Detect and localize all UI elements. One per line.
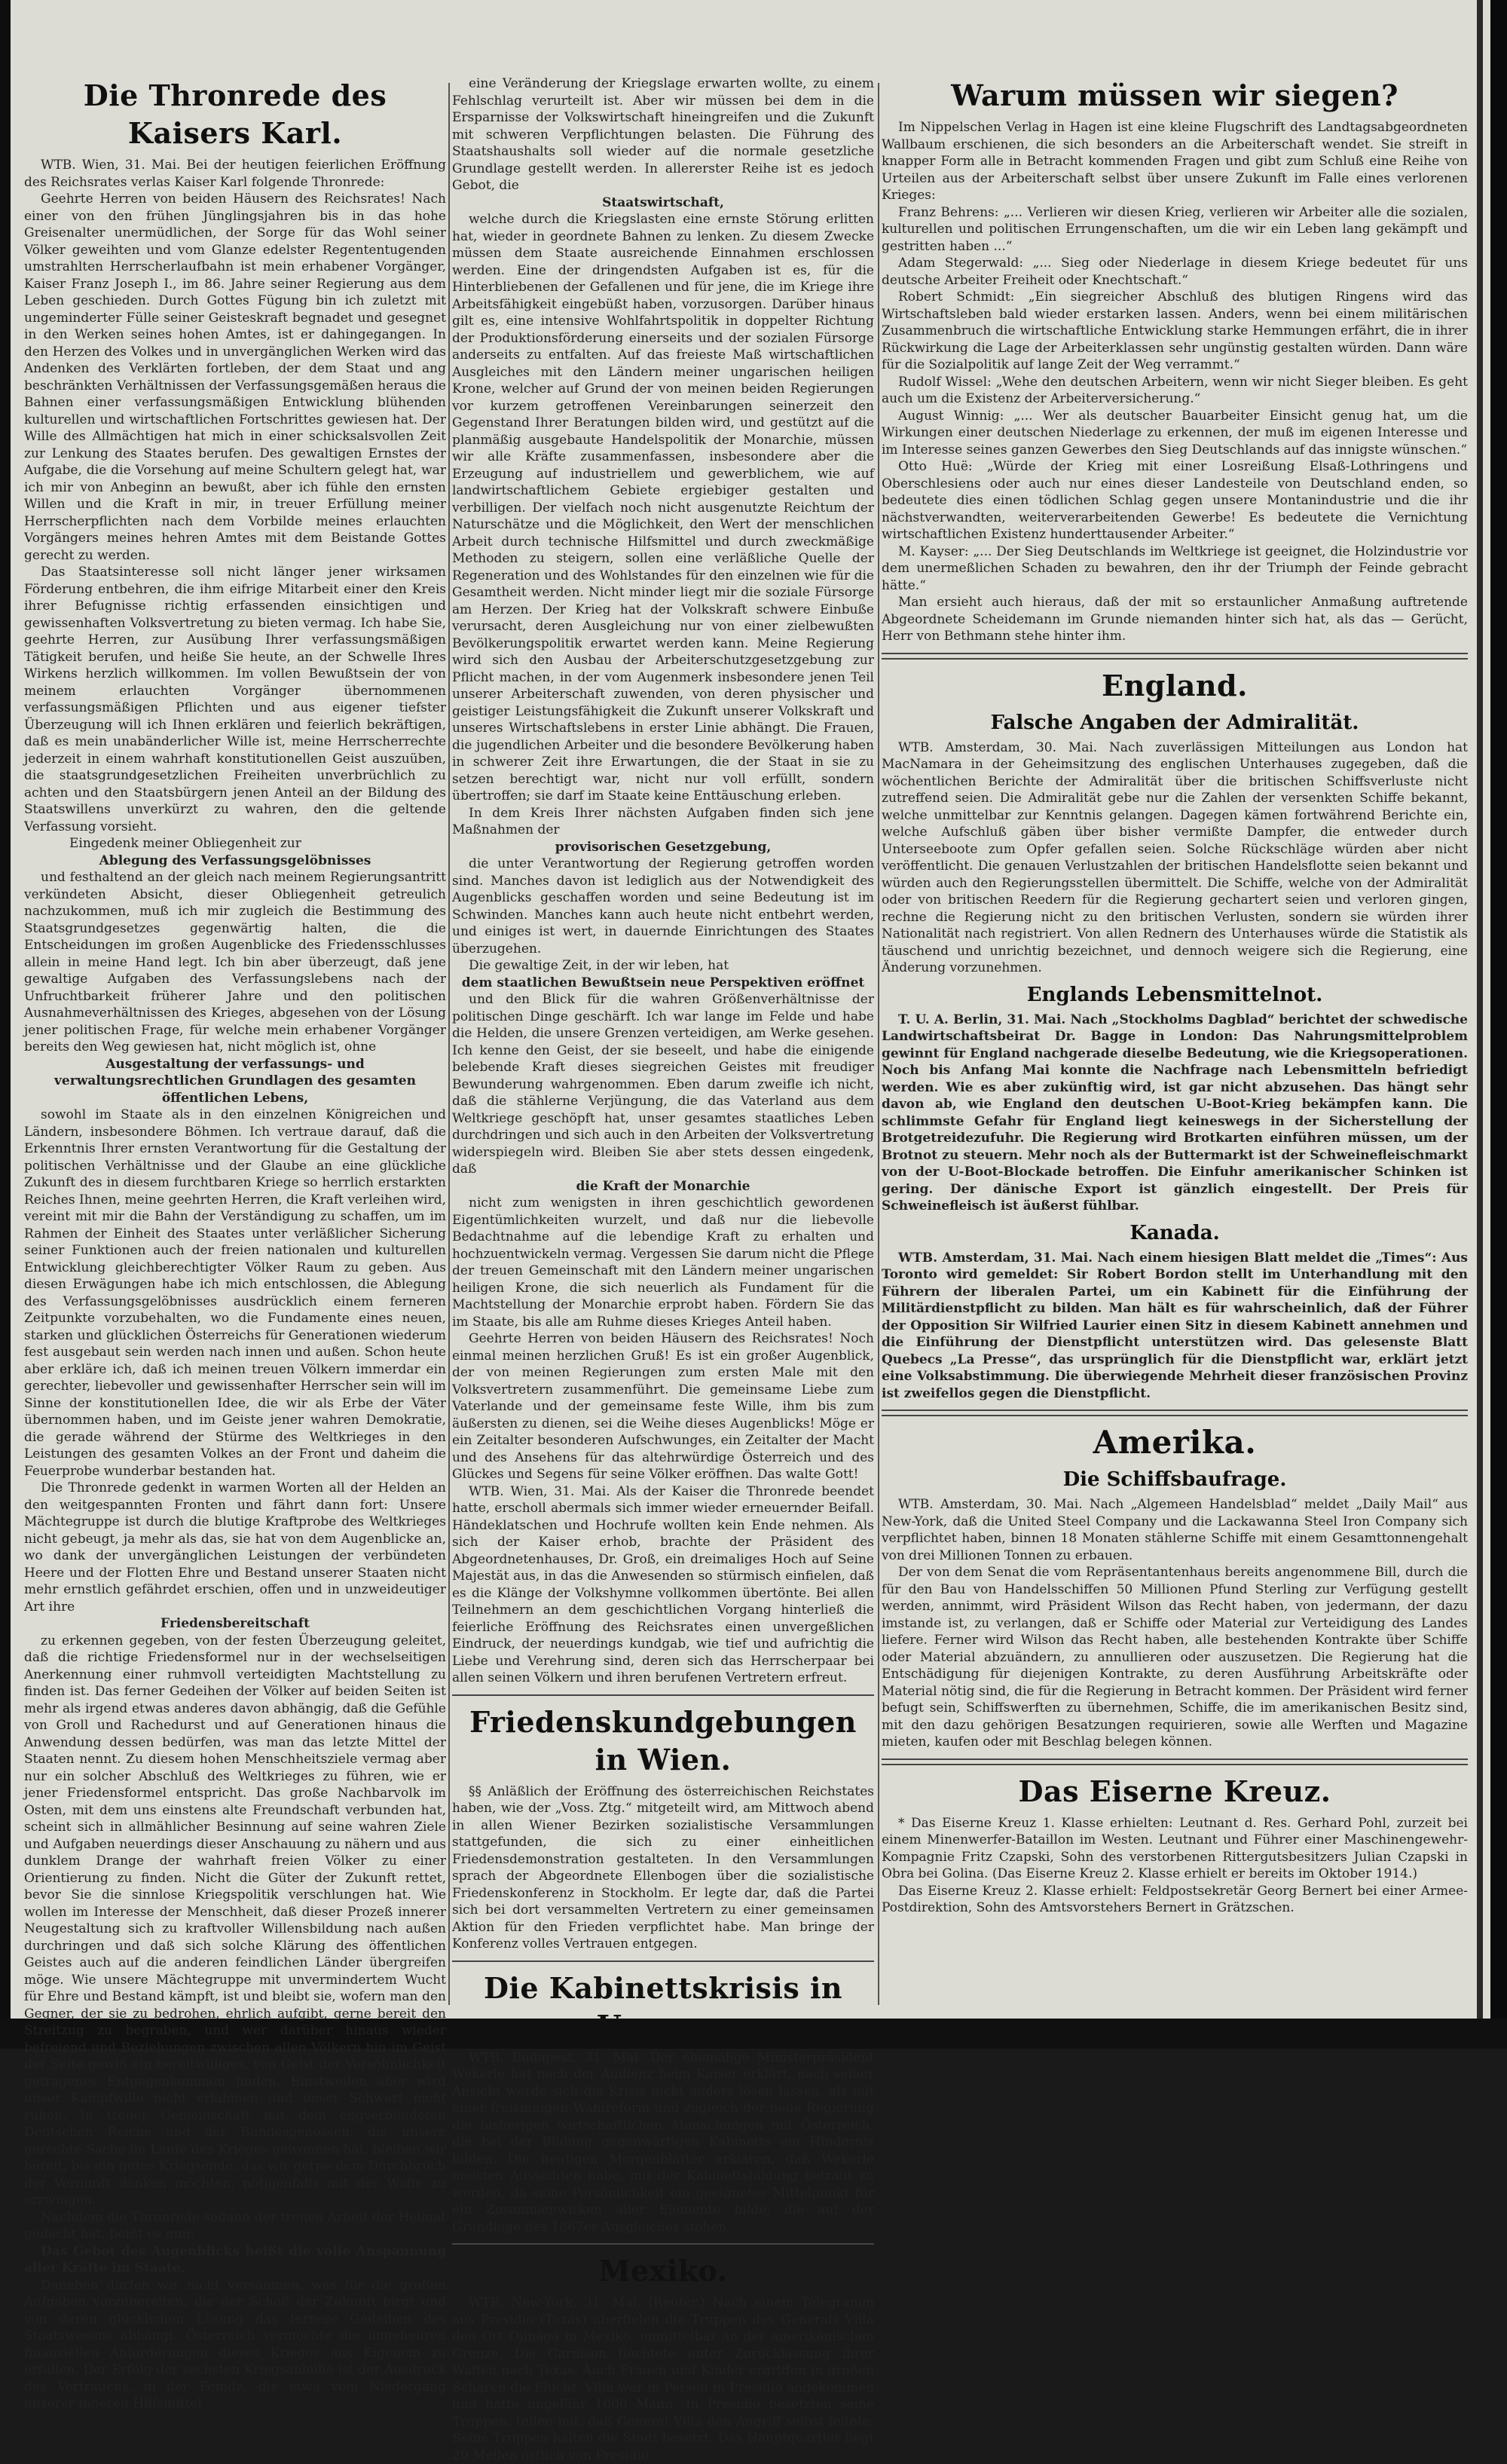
paragraph: Die gewaltige Zeit, in der wir leben, hat — [469, 958, 729, 973]
section-divider — [452, 1694, 874, 1696]
paragraph: eine Veränderung der Kriegslage erwarten wollte, zu einem Fehlschlag verurteilt ist. Aber wir müssen bei dem in die Ersparnisse der Volkswirtschaft hineingreifen und die Zukunft mit schweren Verpflichtungen belasten. Die Führung des Staatshaushalts soll wieder auf die normale gesetzliche Grundlage gestellt werden. In allererster Reihe ist es jedoch Gebot, die — [452, 76, 874, 193]
paragraph: WTB. Amsterdam, 30. Mai. Nach „Algemeen Handelsblad“ meldet „Daily Mail“ aus New-York, daß die United Steel Company und die Lackawanna Steel Iron Company sich verpflichtet haben, binnen 18 Monaten stählerne Schiffe mit einem Gesamttonnengehalt von drei Millionen Tonnen zu erbauen. — [882, 1497, 1468, 1563]
headline-warum-siegen: Warum müssen wir siegen? — [951, 78, 1398, 112]
quote-paragraph: Adam Stegerwald: „... Sieg oder Niederlage in diesem Kriege bedeutet für uns deutsche Arbeiter Freiheit oder Knechtschaft.“ — [882, 256, 1468, 288]
paragraph: WTB. Amsterdam, 30. Mai. Nach zuverlässigen Mitteilungen aus London hat MacNamara in der Geheimsitzung des englischen Unterhauses zugegeben, daß die wöchentlichen Berichte der Admiralität über die britischen Schiffsverluste nicht zutreffend seien. Die Admiralität gebe nur die Zahlen der versenkten Schiffe bekannt, welche unmittelbar zur Kenntnis gelangen. Dagegen kämen fortwährend Berichte ein, welche Aufschluß gäben über bisher vermißte Dampfer, die entweder durch Unterseeboote zum Opfer gefallen seien. Solche Rückschläge würden aber nicht veröffentlicht. Die genauen Verlustzahlen der britischen Handelsflotte seien bekannt und würden auch den Regierungsstellen übermittelt. Die Schiffe, welche von der Admiralität oder von britischen Reedern für die Regierung gechartert seien und verloren gingen, rechne die Regierung nicht zu den britischen Verlusten, sondern sie würden ihrer Nationalität nach registriert. Von allen Rednern des Unterhauses würde die Statistik als täuschend und unrichtig bezeichnet, und dennoch weigere sich die Regierung, eine Änderung vorzunehmen. — [882, 739, 1468, 975]
column-1 — [24, 75, 446, 2411]
quote-paragraph: Robert Schmidt: „Ein siegreicher Abschluß des blutigen Ringens wird das Wirtschaftsleben bald wieder erstarken lassen. Anders, wenn bei einem militärischen Zusammenbruch die wirtschaftliche Entwicklung starke Hemmungen erfährt, die in ihrer Rückwirkung die Lage der Arbeiterklassen sehr ungünstig gestalten würden. Dann wäre für die Sozialpolitik auf lange Zeit der Weg verrammt.“ — [882, 289, 1468, 372]
column-2 — [452, 75, 874, 2463]
inline-heading: die Kraft der Monarchie — [576, 1178, 750, 1194]
paragraph: Geehrte Herren von beiden Häusern des Reichsrates! Noch einmal meinen herzlichen Gruß! Es ist ein großer Augenblick, der von meinen Regierungen zum ersten Male mit den Volksvertretern zusammenführt. Die gemeinsame Liebe zum Vaterlande und der gemeinsame feste Wille, ihm bis zum äußersten zu dienen, sei die Weihe dieses Augenblicks! Möge er ein Zeitalter besonderen Aufschwunges, ein Zeitalter der Macht und des Ansehens für das altehrwürdige Österreich und des Glückes und Segens für seine Völker eröffnen. Das walte Gott! — [452, 1331, 874, 1482]
headline-thronrede: Die Thronrede des Kaisers Karl. — [83, 78, 387, 150]
inline-heading: Ablegung des Verfassungsgelöbnisses — [99, 852, 371, 868]
paragraph: WTB. Budapest, 31. Mai. Der ehemalige Ministerpräsident Wekerle hat nach der Audienz beim Kaiser erklärt, nach seiner Ansicht werde sich die Krisis nicht anders lösen lassen, als mit einer freisinnigen Wahlreform und zugleich der neue Regierung die bisherigen wirtschaftlichen Abmachungen mit Österreich, die bei der Bildung gegenwärtigen Kabinetts ein Hindernis bilden. Die heutigen Morgenblätter erklären, daß Wekerle meisten Aussichten habe, mit der Kabinettsbildung betraut zu werden, da seine Persönlichkeit ein geeignetes Mittelpunkt für ein Zusammenwirken aller Elemente bilde, die auf der Grundlage des 1867er Ausgleiches stehen. — [452, 2049, 874, 2235]
paragraph: Der von dem Senat die vom Repräsentantenhaus bereits angenommene Bill, durch die für den Bau von Handelsschiffen 50 Millionen Pfund Sterling zur Verfügung gestellt werden, annimmt, wird Präsident Wilson das Recht haben, von jedermann, der dazu imstande ist, zu verlangen, daß er Schiffe oder Material zur Verteidigung des Landes liefere. Ferner wird Wilson das Recht haben, alle bestehenden Kontrakte über Schiffe oder Material abzuändern, zu annullieren oder auszusetzen. Die Regierung hat die Entschädigung für diejenigen Kontrakte, zu deren Ausführung Arbeitskräfte oder Material nötig sind, die für die Regierung in Betracht kommen. Der Präsident wird ferner befugt sein, Schiffswerften zu übernehmen, Schiffe, die im amerikanischen Besitz sind, mit den dazu gehörigen Besatzungen requirieren, sowie alle Werften und Magazine mieten, kaufen oder mit Beschlag belegen können. — [882, 1565, 1468, 1749]
column-rule — [448, 83, 450, 2005]
subhead-admiralitaet: Falsche Angaben der Admiralität. — [990, 711, 1359, 734]
paragraph: welche durch die Kriegslasten eine ernste Störung erlitten hat, wieder in geordnete Bahnen zu lenken. Zu diesem Zwecke müssen dem Staate ausreichende Einnahmen erschlossen werden. Eine der dringendsten Aufgaben ist es, für die Hinterbliebenen der Gefallenen und für jene, die im Kriege ihre Arbeitsfähigkeit eingebüßt haben, vorzusorgen. Darüber hinaus gilt es, eine intensive Wohlfahrtspolitik in doppelter Richtung der Produktionsförderung einerseits und der sozialen Fürsorge anderseits zu entfalten. Auf das freieste Maß wirtschaftlichen Ausgleiches mit den Ländern meiner ungarischen heiligen Krone, welcher auf Grund der von meinen beiden Regierungen vor kurzem getroffenen Vereinbarungen seinerzeit den Gegenstand Ihrer Beratungen bilden wird, und gestützt auf die planmäßig ausgebaute Handelspolitik der Monarchie, müssen wir alle Kräfte zusammenfassen, insbesondere aber die Erzeugung auf industriellem und gewerblichem, wie auf landwirtschaftlichem Gebiete ergiebiger gestalten und verbilligen. Der vielfach noch nicht ausgenutzte Reichtum der Naturschätze und die Möglichkeit, den Wert der menschlichen Arbeit durch technische Hilfsmittel und durch zweckmäßige Methoden zu steigern, sollen eine verläßliche Quelle der Regeneration und des Wohlstandes für den einzelnen wie für die Gesamtheit werden. Nicht minder liegt mir die soziale Fürsorge am Herzen. Der Krieg hat der Volkskraft schwere Einbuße verursacht, deren Ausgleichung nur von einer zielbewußten Bevölkerungspolitik erwartet werden kann. Meine Regierung wird sich den Ausbau der Arbeiterschutzgesetzgebung zur Pflicht machen, in der vom Augenmerk insbesondere jenen Teil unserer Arbeiterschaft zuwenden, von deren physischer und geistiger Leistungsfähigkeit die Zukunft unserer Volkskraft und unseres Wirtschaftslebens in erster Linie abhängt. Die Frauen, die jugendlichen Arbeiter und die besondere Bevölkerung haben in schwerer Zeit ihre Erwartungen, die der Staat in sie zu setzen berechtigt war, nicht nur voll erfüllt, sondern übertroffen; sie darf im Staate keine Enttäuschung erleben. — [452, 212, 874, 803]
paragraph: Im Nippelschen Verlag in Hagen ist eine kleine Flugschrift des Landtagsabgeordneten Wallbaum erschienen, die sich besonders an die Arbeiterschaft wendet. Sie streift in knapper Form alle in Betracht kommenden Fragen und gibt zum Schluß eine Reihe von Urteilen aus der Arbeiterschaft selbst über unsere Zukunft im Falle eines verlorenen Krieges: — [882, 120, 1468, 203]
quote-paragraph: August Winnig: „... Wer als deutscher Bauarbeiter Einsicht genug hat, um die Wirkungen einer deutschen Niederlage zu erkennen, der muß im eigenen Interesse und im Interesse seines ganzen Gewerbes den Sieg Deutschlands auf das innigste wünschen.“ — [882, 408, 1468, 458]
scan-edge-left — [0, 0, 11, 2049]
section-divider — [882, 1758, 1468, 1765]
inline-heading: provisorischen Gesetzgebung, — [555, 839, 772, 855]
page-fold-shadow — [1477, 0, 1483, 2049]
paragraph: die unter Verantwortung der Regierung getroffen worden sind. Manches davon ist lediglich aus der Notwendigkeit des Augenblicks geschaffen worden und seine Bedeutung ist im Schwinden. Manches kann auch heute nicht entbehrt werden, und einiges ist wert, in dauernde Einrichtungen des Staates überzugehen. — [452, 856, 874, 957]
paragraph: §§ Anläßlich der Eröffnung des österreichischen Reichstates haben, wie der „Voss. Ztg.“ mitgeteilt wird, am Mittwoch abend in allen Wiener Bezirken sozialistische Versammlungen stattgefunden, die sich zu einer einheitlichen Friedensdemonstration gestalteten. In den Versammlungen sprach der Abgeordnete Ellenbogen über die sozialistische Friedenskonferenz in Stockholm. Er legte dar, daß die Partei sich bei dort versammelten Vertretern zu einer gemeinsamen Aktion für den Frieden verpflichtet habe. Man bringe der Konferenz volles Vertrauen entgegen. — [452, 1783, 874, 1951]
section-divider — [882, 653, 1468, 660]
paragraph: WTB. Wien, 31. Mai. Bei der heutigen feierlichen Eröffnung des Reichsrates verlas Kaiser Karl folgende Thronrede: — [24, 158, 446, 190]
paragraph: WTB. Amsterdam, 31. Mai. Nach einem hiesigen Blatt meldet die „Times“: Aus Toronto wird gemeldet: Sir Robert Bordon stellt im Unterhandlung mit den Führern der liberalen Partei, um ein Kabinett für die Einführung der Militärdienstpflicht zu bilden. Man hält es für wahrscheinlich, daß der Führer der Opposition Sir Wilfried Laurier einen Sitz in diesem Kabinett annehmen und die Einführung der Dienstpflicht unterstützen wird. Das gelesenste Blatt Quebecs „La Presse“, das ursprünglich für die Dienstpflicht war, erklärt jetzt eine Volksabstimmung. Die überwiegende Mehrheit dieser französischen Provinz ist zweifellos gegen die Dienstpflicht. — [882, 1250, 1468, 1401]
paragraph: * Das Eiserne Kreuz 1. Klasse erhielten: Leutnant d. Res. Gerhard Pohl, zurzeit bei einem Minenwerfer-Bataillon im Westen. Leutnant und Führer einer Maschinengewehr-Kompagnie Fritz Czapski, Sohn des verstorbenen Rittergutsbesitzers Julian Czapski in Obra bei Golina. (Das Eiserne Kreuz 2. Klasse erhielt er bereits im Oktober 1914.) — [882, 1815, 1468, 1881]
paragraph: Das Eiserne Kreuz 2. Klasse erhielt: Feldpostsekretär Georg Bernert bei einer Armee-Postdirektion, Sohn des Amtsvorstehers Bernert in Grätzschen. — [882, 1883, 1468, 1915]
paragraph: T. U. A. Berlin, 31. Mai. Nach „Stockholms Dagblad“ berichtet der schwedische Landwirtschaftsbeirat Dr. Bagge in London: Das Nahrungsmittelproblem gewinnt für England nachgerade dieselbe Bedeutung, wie die Kriegsoperationen. Noch bis Anfang Mai konnte die Nachfrage nach Lebensmitteln befriedigt werden. Wie es aber zukünftig wird, ist gar nicht abzusehen. Das hängt sehr davon ab, wie England den deutschen U-Boot-Krieg bekämpfen kann. Die schlimmste Gefahr für England liegt keineswegs in der Sicherstellung der Brotgetreidezufuhr. Die Regierung wird Brotkarten einführen müssen, um der Brotnot zu steuern. Mehr noch als der Buttermarkt ist der Schweinefleischmarkt von der U-Boot-Blockade betroffen. Die Einfuhr amerikanischer Schinken ist gering. Der dänische Export ist gänzlich eingestellt. Der Preis für Schweinefleisch ist äußerst fühlbar. — [882, 1012, 1468, 1214]
paragraph: Geehrte Herren von beiden Häusern des Reichsrates! Nach einer von den frühen Jünglingsjahren bis in das hohe Greisenalter unermüdlichen, der Sorge für das Wohl seiner Völker geweihten und vom Glanze edelster Regententugenden umstrahlten Herrscherlaufbahn ist mein erhabener Vorgänger, Kaiser Franz Joseph I., im 86. Jahre seiner Regierung aus dem Leben geschieden. Durch Gottes Fügung bin ich zuletzt mit ungeminderter Fülle seiner Geisteskraft begnadet und gesegnet in den Werken seines hohen Amtes, ist er dahingegangen. In den Herzen des Volkes und in unvergänglichen Werken wird das Andenken des Verklärten fortleben, der dem Staat und ang beschränkten Verhältnissen der Verfassungsgemäßen heraus die Bahnen einer verfassungsmäßigen Entwicklung blühenden kulturellen und wirtschaftlichen Fortschrittes gewiesen hat. Der Wille des Allmächtigen hat mich in einer schicksalsvollen Zeit zur Lenkung des Staates berufen. Des gewaltigen Ernstes der Aufgabe, die die Vorsehung auf meine Schultern gelegt hat, war ich mir von Anbeginn an bewußt, aber ich fühle den ernsten Willen und die Kraft in mir, in treuer Erfüllung meiner Herrscherpflichten nach dem Vorbilde meines erlauchten Vorgängers meines hehren Amtes mit dem Beistande Gottes gerecht zu werden. — [24, 191, 446, 563]
paragraph: und festhaltend an der gleich nach meinem Regierungsantritt verkündeten Absicht, dieser Obliegenheit getreulich nachzukommen, muß ich mir zugleich die Bestimmung des Staatsgrundgesetzes gegenwärtig halten, die die Entscheidungen im großen Augenblicke des Friedensschlusses allein in meine Hand legt. Ich bin aber überzeugt, daß jene gewaltige Aufgaben des Verfassungslebens nach der Unfruchtbarkeit früherer Jahre und den politischen Ausnahmeverhältnissen des Krieges, abgesehen von der Lösung jener politischen Frage, für welche mein erhabener Vorgänger bereits den Weg gewiesen hat, nicht möglich ist, ohne — [24, 870, 446, 1054]
column-rule — [878, 83, 879, 2005]
headline-friedenskundgebungen: Friedenskundgebungen in Wien. — [469, 1704, 857, 1777]
subhead-kanada: Kanada. — [1129, 1221, 1220, 1244]
scan-edge-right — [1490, 0, 1507, 2049]
paragraph: und den Blick für die wahren Größenverhältnisse der politischen Dinge geschärft. Ich war lange im Felde und habe die Helden, die unsere Grenzen verteidigen, am Werke gesehen. Ich kenne den Geist, der sie beseelt, und habe die einigende belebende Kraft dieses siegreichen Geistes mit freudiger Bewunderung wahrgenommen. Eben darum zweifle ich nicht, daß die stählerne Verjüngung, die das Vaterland aus dem Weltkriege geschöpft hat, unser gesamtes staatliches Leben durchdringen und sich auch in den Arbeiten der Volksvertretung widerspiegeln wird. Bleiben Sie aber stets dessen eingedenk, daß — [452, 992, 874, 1177]
paragraph: sowohl im Staate als in den einzelnen Königreichen und Ländern, insbesondere Böhmen. Ich vertraue darauf, daß die Erkenntnis Ihrer ernsten Verantwortung für die Gestaltung der politischen Verhältnisse und der Glaube an eine glückliche Zukunft des in diesem furchtbaren Kriege so herrlich erstarkten Reiches Ihnen, meine geehrten Herren, die Kraft verleihen wird, vereint mit mir die Bahn der Verständigung zu schaffen, um im Rahmen der Einheit des Staates unter verläßlicher Sicherung seiner Funktionen auch der freien nationalen und kulturellen Entwicklung gleichberechtigter Völker Raum zu geben. Aus diesen Erwägungen habe ich mich entschlossen, die Ablegung des Verfassungsgelöbnisses ausdrücklich einem ferneren Zeitpunkte vorzubehalten, wo die Fundamente eines neuen, starken und glücklichen Österreichs für Generationen wiederum fest ausgebaut sein werden nach innen und außen. Schon heute aber erkläre ich, daß ich meinen treuen Völkern immerdar ein gerechter, liebevoller und gewissenhafter Herrscher sein will im Sinne der konstitutionellen Idee, die wir als Erbe der Väter übernommen haben, und im Geiste jener wahren Demokratie, die gerade während der Stürme des Weltkrieges in den Leistungen des gesamten Volkes an der Front und daheim die Feuerprobe wunderbar bestanden hat. — [24, 1107, 446, 1479]
inline-heading: dem staatlichen Bewußtsein neue Perspektiven eröffnet — [461, 975, 865, 990]
paragraph: nicht zum wenigsten in ihren geschichtlich gewordenen Eigentümlichkeiten wurzelt, und daß nur die liebevolle Bedachtnahme auf die lebendige Kraft zu erhalten und hochzuentwickeln vermag. Vergessen Sie darum nicht die Pflege der treuen Gemeinschaft mit den Ländern meiner ungarischen heiligen Krone, die sich neuerlich als Fundament für die Machtstellung der Monarchie erprobt haben. Fördern Sie das im Staate, bis alle am Ruhme dieses Krieges Anteil haben. — [452, 1195, 874, 1330]
paragraph: Man ersieht auch hieraus, daß der mit so erstaunlicher Anmaßung auftretende Abgeordnete Scheidemann im Grunde niemanden hinter sich hat, als das — Gerücht, Herr von Bethmann stehe hinter ihm. — [882, 595, 1468, 644]
paragraph: Eingedenk meiner Obliegenheit zur — [69, 836, 301, 851]
subhead-schiffsbaufrage: Die Schiffsbaufrage. — [1062, 1468, 1287, 1491]
paragraph: WTB. Wien, 31. Mai. Als der Kaiser die Thronrede beendet hatte, erscholl abermals sich immer wieder erneuernder Beifall. Händeklatschen und Hochrufe wollten kein Ende nehmen. Als sich der Kaiser erhob, brachte der Präsident des Abgeordnetenhauses, Dr. Groß, ein dreimaliges Hoch auf Seine Majestät aus, in das die Anwesenden so stürmisch einfielen, daß es die Klänge der Volkshymne vollkommen übertönte. Bei allen Teilnehmern an dem geschichtlichen Vorgang hinterließ die feierliche Eröffnung des Reichsrates einen unvergeßlichen Eindruck, der neuerdings kundgab, wie tief und aufrichtig die Liebe und Verehrung sind, deren sich das Herrscherpaar bei allen seinen Völkern und ihren berufenen Vertretern erfreut. — [452, 1483, 874, 1685]
paragraph: Nachdem die Thronrede sodann der treuen Arbeit der Heimat gedacht hat, heißt es nun: — [24, 2209, 446, 2242]
inline-heading: Staatswirtschaft, — [602, 194, 724, 210]
paragraph: Die Thronrede gedenkt in warmen Worten all der Helden an den weitgespannten Fronten und fährt dann fort: Unsere Mächtegruppe ist durch die blutige Kraftprobe des Weltkrieges nicht gebeugt, ja mehr als das, sie hat von dem Augenblicke an, wo dank der unvergänglichen Leistungen der verbündeten Heere und der Flotten Ehre und Bestand unserer Staaten nicht mehr ernstlich gefährdet erschien, offen und in unzweideutiger Art ihre — [24, 1480, 446, 1615]
headline-kabinettskrisis: Die Kabinettskrisis in Ungarn. — [483, 1970, 843, 2043]
headline-england: England. — [1102, 668, 1248, 702]
paragraph: Das Staatsinteresse soll nicht länger jener wirksamen Förderung entbehren, die ihm eifrige Mitarbeit einer den Kreis ihrer Befugnisse richtig erfassenden einsichtigen und gewissenhaften Volksvertretung zu bieten vermag. Ich habe Sie, geehrte Herren, zur Ausübung Ihrer verfassungsmäßigen Tätigkeit berufen, und heiße Sie heute, an der Schwelle Ihres Wirkens herzlich willkommen. Im vollen Bewußtsein der von meinem erlauchten Vorgänger übernommenen verfassungsmäßigen Pflichten und aus eigener tiefster Überzeugung will ich Ihnen erklären und feierlich bekräftigen, daß es mein unabänderlicher Wille ist, meine Herrscherrechte jederzeit in einem wahrhaft konstitutionellen Geist auszuüben, die staatsgrundgesetzlichen Freiheiten unverbrüchlich zu achten und den Staatsbürgern jenen Anteil an der Bildung des Staatswillens unverkürzt zu wahren, den die geltende Verfassung vorsieht. — [24, 565, 446, 834]
quote-paragraph: M. Kayser: „... Der Sieg Deutschlands im Weltkriege ist geeignet, die Holzindustrie vor dem unermeßlichen Schaden zu bewahren, den ihr der Triumph der Feinde gebracht hätte.“ — [882, 543, 1468, 593]
headline-eiserne-kreuz: Das Eiserne Kreuz. — [1018, 1774, 1331, 1808]
inline-heading: Ausgestaltung der verfassungs- und verwaltungsrechtlichen Grundlagen des gesamten öffentlichen Lebens, — [54, 1056, 416, 1106]
headline-mexiko: Mexiko. — [598, 2254, 728, 2288]
column-3 — [882, 75, 1468, 2013]
subhead-lebensmittelnot: Englands Lebensmittelnot. — [1026, 983, 1323, 1006]
quote-paragraph: Otto Huë: „Würde der Krieg mit einer Losreißung Elsaß-Lothringens und Oberschlesiens oder auch nur eines dieser Landesteile von Deutschland enden, so bedeutete dies einen tödlichen Schlag gegen unsere Montanindustrie und die ihr nächstverwandten, weiterverarbeitenden Gewerbe! Es bedeutete die Vernichtung wirtschaftlichen Existenz hunderttausender Arbeiter.“ — [882, 459, 1468, 542]
section-divider — [452, 1960, 874, 1962]
section-divider — [452, 2243, 874, 2245]
quote-paragraph: Franz Behrens: „... Verlieren wir diesen Krieg, verlieren wir Arbeiter alle die sozialen, kulturellen und politischen Errungenschaften, um die wir ein Leben lang gekämpft und gestritten haben ...“ — [882, 204, 1468, 254]
paragraph: Das Gebot des Augenblicks heißt die volle Anspannung aller Kräfte im Staate. — [24, 2243, 446, 2276]
paragraph: zu erkennen gegeben, von der festen Überzeugung geleitet, daß die richtige Friedensformel nur in der wechselseitigen Anerkennung einer ruhmvoll verteidigten Machtstellung zu finden ist. Das ferner Gedeihen der Völker auf beiden Seiten ist mehr als irgend etwas anderes davon abhängig, daß die Gefühle von Groll und Rachedurst und auf Generationen hinaus die Anwendung dessen bedürfen, was man das letzte Mittel der Staaten nennt. Zu diesem hohen Menschheitsziele vermag aber nur ein solcher Abschluß des Weltkrieges zu führen, wie er jener Friedensformel entspricht. Das große Nachbarvolk im Osten, mit dem uns einstens alte Freundschaft verbunden hat, scheint sich in allmählicher Besinnung auf seine wahren Ziele und Aufgaben neuerdings dieser Anschauung zu nähern und aus dunklem Drange der wahrhaft freien Völker zu einer Orientierung zu finden. Nicht die Güter der Zukunft rettet, bevor Sie die sinnlose Kriegspolitik verschlungen hat. Wie wollen im Interesse der Menschheit, daß dieser Prozeß innerer Neugestaltung sich zu kraftvoller Willensbildung nach außen durchringen und daß sich solche Klärung des öffentlichen Geistes auch auf die anderen feindlichen Länder übergreifen möge. Wie unsere Mächtegruppe mit unvermindertem Wucht für Ehre und Bestand kämpft, ist und bleibt sie, wofern man den Gegner, der sie zu bedrohen, ehrlich aufgibt, gerne bereit den Streitzug zu begraben, und wer darüber hinaus wieder befreiend und Beziehungen zwischen allen Völkern hin im Geist der Seite gewiß ein bereitwilliges, von Geist der Versöhnlichkeit getragenes Entgegenkommen finden. Einstweilen aber wird unser Kampfwille nicht erlahmen und unser Schwert nicht ruhen. In treuer Gemeinschaft mit dem engverbündeten Deutschen Reiche und der Bundesgenossen, die unsere gerechte Sache im Laufe des Krieges gewonnen hat, bleiben wir bereit, bis ein gutes Kriegsende, das wir gerne dem Durchbruch der Vernunft danken möchten, nötigenfalls mit der Waffe zu erzwingen. — [24, 1633, 446, 2208]
paragraph: In dem Kreis Ihrer nächsten Aufgaben finden sich jene Maßnahmen der — [452, 805, 874, 837]
section-divider — [882, 1410, 1468, 1416]
paragraph: WTB. New-York, 31. Mai. (Reuter.) Nach einem Telegramm aus Presidio (Texas) überfielen die Truppen des Generals Villa den Ort Ojinaga in Mexiko, unmittelbar an der amerikanischen Grenze. Die Garnison flüchtete unter Zurücklassung ihrer Waffen nach Texas. Auch Frauen und Kinder ergriffen in großen Scharen die Flucht. Villa war in Person in Presidio angekommen und hatte ungefähr 1000 Mann. In Presidio besetzten seine Truppen, teilen mit, daß General Villa den Angriff selbst leitete. Seine Truppen halten die Stadt besetzt. Das Hauptquartier liegt 20 Meilen östlich von Presidio. — [452, 2295, 874, 2463]
headline-amerika: Amerika. — [1093, 1424, 1257, 1461]
paragraph: Daneben dürfen wir nicht versäumen, was für die großen Aufgaben vorzubereiten, die der Schoß der Zukunft birgt und von deren glücklichen Lösung das fernere Gedeihen des Staatswesens abhängt. Österreich vermochte die ungeheuren finanziellen Anforderungen dieses Krieges aus Eigenem zu erfüllen. Der Erfolg der sechsten Kriegsanleihe ist der Ausdruck des Vertrauens, in der Feinde, die etwa vom Niedergang unserer inneren Hilfsmittel — [24, 2277, 446, 2411]
quote-paragraph: Rudolf Wissel: „Wehe den deutschen Arbeitern, wenn wir nicht Sieger bleiben. Es geht auch um die Existenz der Arbeiterversicherung.“ — [882, 374, 1468, 406]
inline-heading: Friedensbereitschaft — [160, 1616, 310, 1631]
